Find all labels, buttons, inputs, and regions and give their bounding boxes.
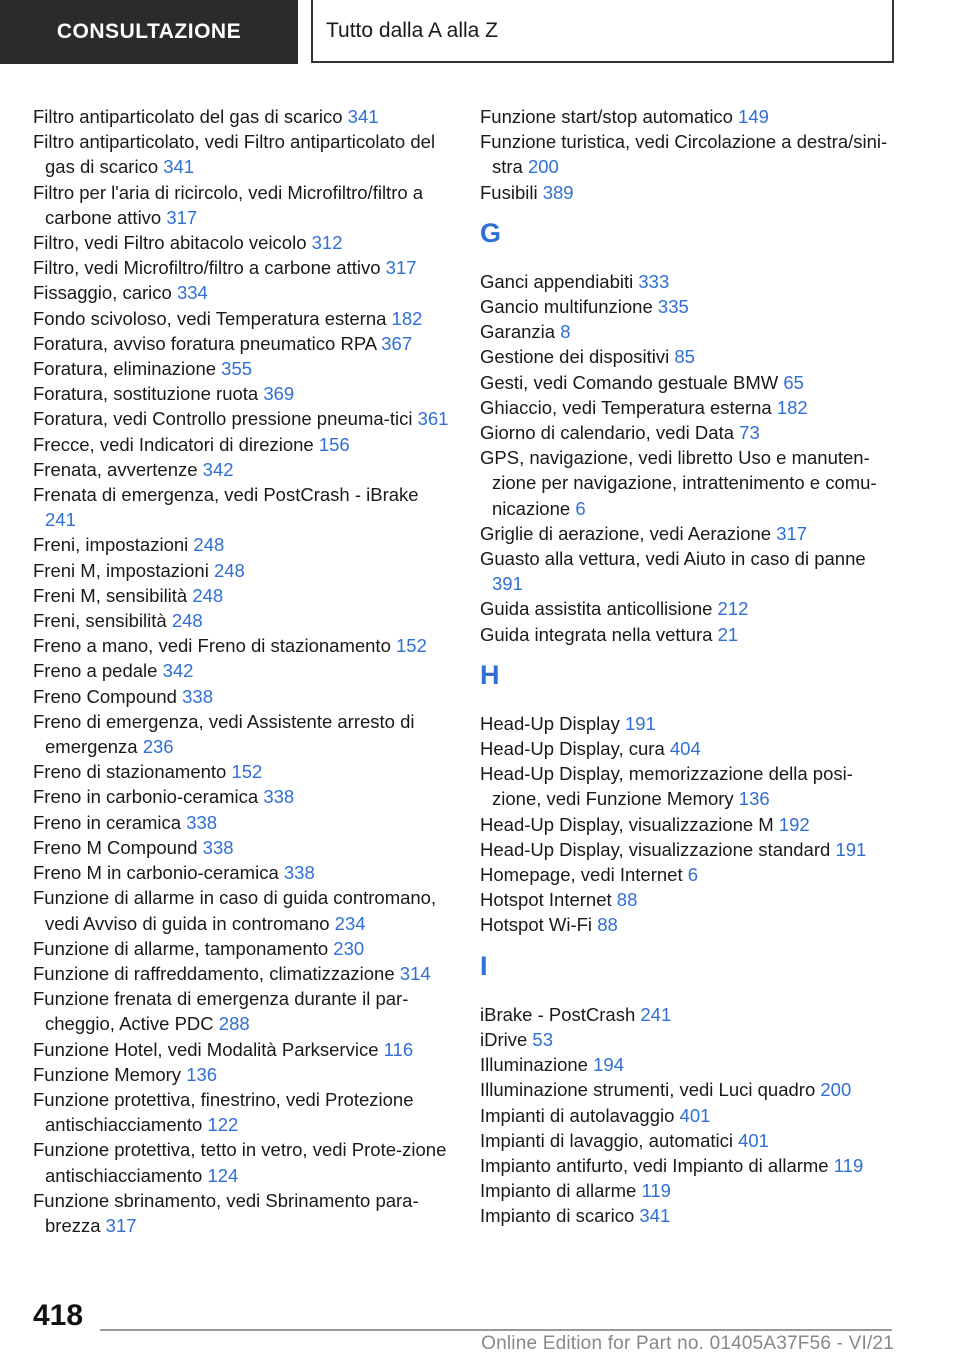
index-entry <box>480 1077 900 1102</box>
page-reference-link[interactable]: 314 <box>399 962 431 984</box>
index-entry <box>33 583 453 608</box>
index-entry-text: Gancio multifunzione <box>480 296 653 318</box>
page-reference-link[interactable]: 152 <box>396 635 427 657</box>
index-entry-text: Frenata, avvertenze <box>33 458 198 480</box>
index-entry <box>33 860 453 885</box>
page-reference-link[interactable]: 317 <box>385 257 417 279</box>
index-entry <box>480 912 900 937</box>
index-entry <box>480 1027 900 1052</box>
page-reference-link[interactable]: 241 <box>45 509 76 531</box>
index-entry <box>480 395 900 420</box>
page-reference-link[interactable]: 230 <box>333 937 365 959</box>
index-entry <box>33 784 453 809</box>
page-reference-link[interactable]: 317 <box>166 206 198 228</box>
index-entry-text: Guasto alla vettura, vedi Aiuto in caso di panne <box>480 548 866 570</box>
page-reference-link[interactable]: 194 <box>593 1054 624 1076</box>
page-reference-link[interactable]: 338 <box>182 685 213 707</box>
index-entry-text: Freno a mano, vedi Freno di stazionamento <box>33 635 391 657</box>
index-entry-text: Filtro, vedi Filtro abitacolo veicolo <box>33 232 307 254</box>
index-entry <box>480 129 900 179</box>
index-entry-text: Head-Up Display, cura <box>480 738 665 760</box>
index-entry-text: Foratura, eliminazione <box>33 358 217 380</box>
index-entry <box>480 269 900 294</box>
index-entry-text: iDrive <box>480 1028 528 1050</box>
page-reference-link[interactable]: 335 <box>657 296 689 318</box>
page-reference-link[interactable]: 192 <box>778 813 810 835</box>
index-entry <box>33 684 453 709</box>
index-entry <box>33 1062 453 1087</box>
index-entry <box>33 532 453 557</box>
index-entry <box>33 885 453 935</box>
page-reference-link[interactable]: 355 <box>221 358 253 380</box>
index-entry-text: Funzione Memory <box>33 1063 182 1085</box>
index-entry-text: Freni, sensibilità <box>33 610 167 632</box>
index-entry <box>480 445 900 521</box>
index-entry-text: Impianti di lavaggio, automatici <box>480 1129 733 1151</box>
index-entry-text: Freno in carbonio-ceramica <box>33 786 259 808</box>
page-reference-link[interactable]: 152 <box>231 761 263 783</box>
index-group-f-continued <box>480 104 900 205</box>
page-reference-link[interactable]: 119 <box>833 1154 864 1176</box>
section-letter: H <box>480 659 500 690</box>
page-reference-link[interactable]: 191 <box>624 712 656 734</box>
page-reference-link[interactable]: 248 <box>213 559 245 581</box>
page-reference-link[interactable]: 88 <box>597 914 618 936</box>
index-entry <box>33 180 453 230</box>
index-entry <box>33 709 453 759</box>
page-reference-link[interactable]: 369 <box>263 383 295 405</box>
index-entry-text: Gesti, vedi Comando gestuale BMW <box>480 371 779 393</box>
index-entry-text: Filtro antiparticolato del gas di scarico <box>33 106 343 127</box>
page-reference-link[interactable]: 122 <box>207 1114 239 1136</box>
page-reference-link[interactable]: 156 <box>318 433 350 455</box>
index-entry <box>480 1153 900 1178</box>
page-number: 418 <box>33 1299 84 1332</box>
page-reference-link[interactable]: 149 <box>738 106 769 127</box>
index-entry-text: Frenata di emergenza, vedi PostCrash - iBrake <box>33 484 419 506</box>
index-entry <box>480 761 900 811</box>
index-entry <box>33 835 453 860</box>
index-entry-text: Freni M, impostazioni <box>33 559 209 581</box>
section-tab: CONSULTAZIONE <box>0 0 298 64</box>
index-column-right <box>480 104 900 1229</box>
page-reference-link[interactable]: 8 <box>560 321 571 343</box>
index-entry-text: Funzione frenata di emergenza durante il par‐cheggio, Active PDC <box>33 988 409 1035</box>
page-reference-link[interactable]: 342 <box>202 458 234 480</box>
index-entry <box>480 862 900 887</box>
index-entry <box>33 381 453 406</box>
page-reference-link[interactable]: 182 <box>776 396 808 418</box>
index-entry <box>480 294 900 319</box>
page-reference-link[interactable]: 212 <box>717 598 749 620</box>
index-entry <box>33 457 453 482</box>
index-entry <box>480 370 900 395</box>
index-entry-text: Filtro, vedi Microfiltro/filtro a carbone attivo <box>33 257 381 279</box>
index-entry <box>480 521 900 546</box>
index-entry <box>33 230 453 255</box>
index-entry-text: Funzione protettiva, tetto in vetro, vedi Prote‐zione antischiacciamento <box>33 1139 447 1186</box>
page-reference-link[interactable]: 241 <box>640 1003 672 1025</box>
index-entry-text: Impianto di allarme <box>480 1180 637 1202</box>
index-entry-text: Funzione start/stop automatico <box>480 106 733 127</box>
index-entry-text: Freno di emergenza, vedi Assistente arresto di emergenza <box>33 710 415 758</box>
index-entry-text: Freno in ceramica <box>33 811 182 833</box>
index-entry-text: Impianti di autolavaggio <box>480 1104 675 1126</box>
index-entry-text: Foratura, avviso foratura pneumatico RPA <box>33 332 377 354</box>
index-entry <box>33 1137 453 1187</box>
page-reference-link[interactable]: 6 <box>575 497 586 519</box>
page-reference-link[interactable]: 334 <box>176 282 208 304</box>
page-reference-link[interactable]: 182 <box>391 307 423 329</box>
index-entry <box>480 1203 900 1228</box>
index-entry-text: Hotspot Wi-Fi <box>480 914 593 936</box>
index-entry-text: Freni, impostazioni <box>33 534 189 556</box>
index-entry-text: Head-Up Display, visualizzazione M <box>480 813 774 835</box>
index-entry-text: Fusibili <box>480 181 538 203</box>
index-entry <box>480 546 900 596</box>
index-entry <box>33 104 453 129</box>
index-entry <box>33 936 453 961</box>
page-reference-link[interactable]: 124 <box>207 1164 239 1186</box>
page-reference-link[interactable]: 312 <box>311 232 343 254</box>
page-reference-link[interactable]: 88 <box>616 889 638 911</box>
index-entry-text: Illuminazione <box>480 1054 588 1076</box>
index-entry <box>33 129 453 179</box>
chapter-title: Tutto dalla A alla Z <box>311 0 894 63</box>
index-entry <box>480 1128 900 1153</box>
index-entry <box>480 180 900 205</box>
page-reference-link[interactable]: 317 <box>105 1214 137 1236</box>
index-entry-text: Ghiaccio, vedi Temperatura esterna <box>480 396 772 418</box>
index-entry-text: Guida integrata nella vettura <box>480 623 713 645</box>
index-entry <box>480 711 900 736</box>
index-entry <box>480 319 900 344</box>
index-entry <box>33 633 453 658</box>
index-entry <box>33 1188 453 1238</box>
page-reference-link[interactable]: 389 <box>542 181 574 203</box>
index-entry-text: Filtro antiparticolato, vedi Filtro antiparticolato del gas di scarico <box>33 131 436 178</box>
page-reference-link[interactable]: 338 <box>202 836 234 858</box>
index-entry <box>33 986 453 1036</box>
index-entry-text: Frecce, vedi Indicatori di direzione <box>33 433 314 455</box>
page-reference-link[interactable]: 73 <box>739 422 760 444</box>
index-entry <box>480 1002 900 1027</box>
page-reference-link[interactable]: 119 <box>641 1180 671 1202</box>
index-entry <box>480 420 900 445</box>
index-entry-text: Foratura, vedi Controllo pressione pneuma‐tici <box>33 408 413 430</box>
index-entry-text: Foratura, sostituzione ruota <box>33 383 259 405</box>
page-reference-link[interactable]: 338 <box>283 862 315 884</box>
index-entry <box>480 596 900 621</box>
index-entry <box>33 331 453 356</box>
index-entry <box>33 306 453 331</box>
index-entry-text: Ganci appendiabiti <box>480 270 634 292</box>
page-reference-link[interactable]: 136 <box>738 788 770 810</box>
page-reference-link[interactable]: 21 <box>717 623 739 645</box>
page-reference-link[interactable]: 341 <box>639 1205 671 1227</box>
index-sections <box>480 205 900 1229</box>
index-entry-text: Griglie di aerazione, vedi Aerazione <box>480 522 772 544</box>
index-entry-text: Freno M Compound <box>33 836 198 858</box>
index-entry-text: Freno a pedale <box>33 660 158 682</box>
index-entry <box>480 1178 900 1203</box>
index-entry-text: Head-Up Display, memorizzazione della posi‐zione, vedi Funzione Memory <box>480 763 853 810</box>
index-entry <box>33 280 453 305</box>
page-reference-link[interactable]: 333 <box>638 270 670 292</box>
index-entry-text: Funzione di allarme, tamponamento <box>33 937 329 959</box>
index-entry <box>480 837 900 862</box>
page-reference-link[interactable]: 65 <box>783 371 804 393</box>
index-entry <box>33 961 453 986</box>
index-entry <box>480 1052 900 1077</box>
page-reference-link[interactable]: 6 <box>687 864 699 886</box>
index-entry <box>33 1037 453 1062</box>
index-entry-text: Impianto di scarico <box>480 1205 635 1227</box>
footer-edition: Online Edition for Part no. 01405A37F56 - VI/21 <box>481 1333 894 1354</box>
page-header <box>0 0 960 66</box>
page-reference-link[interactable]: 317 <box>776 522 808 544</box>
index-entry-text: GPS, navigazione, vedi libretto Uso e manuten‐zione per navigazione, intrattenimento e comu‐nicazione <box>480 447 877 519</box>
page-reference-link[interactable]: 342 <box>162 660 194 682</box>
index-entry <box>480 812 900 837</box>
index-entry-text: Giorno di calendario, vedi Data <box>480 422 735 444</box>
index-entry-text: Fondo scivoloso, vedi Temperatura esterna <box>33 307 387 329</box>
index-entry-text: Funzione di raffreddamento, climatizzazione <box>33 962 395 984</box>
footer-divider <box>100 1329 892 1331</box>
index-entry <box>480 104 900 129</box>
index-entry-text: Garanzia <box>480 321 556 343</box>
index-entry-text: Funzione protettiva, finestrino, vedi Protezione antischiacciamento <box>33 1088 414 1136</box>
index-entry <box>480 736 900 761</box>
index-entry <box>33 810 453 835</box>
page-reference-link[interactable]: 341 <box>163 156 195 178</box>
index-column-left <box>33 104 453 1238</box>
page-reference-link[interactable]: 234 <box>334 912 366 934</box>
index-entry <box>480 887 900 912</box>
page-reference-link[interactable]: 401 <box>738 1129 769 1151</box>
index-entry-text: iBrake - PostCrash <box>480 1003 636 1025</box>
index-entry-text: Impianto antifurto, vedi Impianto di allarme <box>480 1154 829 1176</box>
index-entry-text: Funzione turistica, vedi Circolazione a destra/sini‐stra <box>480 131 888 178</box>
index-entry-text: Gestione dei dispositivi <box>480 346 670 368</box>
page-reference-link[interactable]: 248 <box>171 610 203 632</box>
index-entry <box>33 608 453 633</box>
page-reference-link[interactable]: 136 <box>186 1063 218 1085</box>
index-entry-text: Freni M, sensibilità <box>33 584 188 606</box>
index-entry-text: Hotspot Internet <box>480 889 612 911</box>
page-reference-link[interactable]: 338 <box>263 786 295 808</box>
page-reference-link[interactable]: 367 <box>381 332 413 354</box>
index-entry-text: Freno di stazionamento <box>33 761 227 783</box>
index-entry <box>33 432 453 457</box>
index-entry-text: Funzione Hotel, vedi Modalità Parkservice <box>33 1038 379 1060</box>
page-reference-link[interactable]: 248 <box>192 584 224 606</box>
index-entry-text: Illuminazione strumenti, vedi Luci quadro <box>480 1079 816 1101</box>
page-reference-link[interactable]: 53 <box>532 1028 553 1050</box>
index-entry <box>33 406 453 431</box>
page-reference-link[interactable]: 200 <box>527 156 559 178</box>
page-reference-link[interactable]: 404 <box>669 738 701 760</box>
page-reference-link[interactable]: 236 <box>142 736 174 758</box>
index-entry-text: Freno Compound <box>33 685 177 707</box>
index-entry-text: Guida assistita anticollisione <box>480 598 713 620</box>
index-entry <box>33 356 453 381</box>
index-entry <box>33 255 453 280</box>
page-reference-link[interactable]: 116 <box>383 1038 414 1060</box>
index-entry-text: Funzione sbrinamento, vedi Sbrinamento para‐brezza <box>33 1189 419 1236</box>
page-reference-link[interactable]: 200 <box>820 1079 852 1101</box>
index-entry-text: Head-Up Display, visualizzazione standard <box>480 838 831 860</box>
page-reference-link[interactable]: 391 <box>492 573 523 595</box>
index-entry-text: Funzione di allarme in caso di guida contromano, vedi Avviso di guida in contromano <box>33 887 437 934</box>
page-reference-link[interactable]: 361 <box>417 408 449 430</box>
page-reference-link[interactable]: 341 <box>347 106 379 127</box>
index-entry <box>33 1087 453 1137</box>
page-reference-link[interactable]: 248 <box>193 534 225 556</box>
page-reference-link[interactable]: 85 <box>674 346 695 368</box>
index-entry-text: Filtro per l'aria di ricircolo, vedi Microfiltro/filtro a carbone attivo <box>33 181 424 228</box>
index-entry <box>33 482 453 532</box>
index-entry-text: Fissaggio, carico <box>33 282 172 304</box>
page-reference-link[interactable]: 401 <box>679 1104 711 1126</box>
index-entry <box>480 1103 900 1128</box>
index-entry <box>33 558 453 583</box>
index-entry <box>33 759 453 784</box>
section-letter: G <box>480 217 502 248</box>
index-entry-text: Head-Up Display <box>480 712 620 734</box>
index-entry-text: Homepage, vedi Internet <box>480 864 683 886</box>
page-reference-link[interactable]: 191 <box>835 838 867 860</box>
page-reference-link[interactable]: 288 <box>218 1013 250 1035</box>
index-entry <box>480 622 900 647</box>
index-entry <box>33 658 453 683</box>
section-letter: I <box>480 950 488 981</box>
index-entry-text: Freno M in carbonio-ceramica <box>33 862 279 884</box>
index-entry <box>480 344 900 369</box>
page-reference-link[interactable]: 338 <box>186 811 218 833</box>
